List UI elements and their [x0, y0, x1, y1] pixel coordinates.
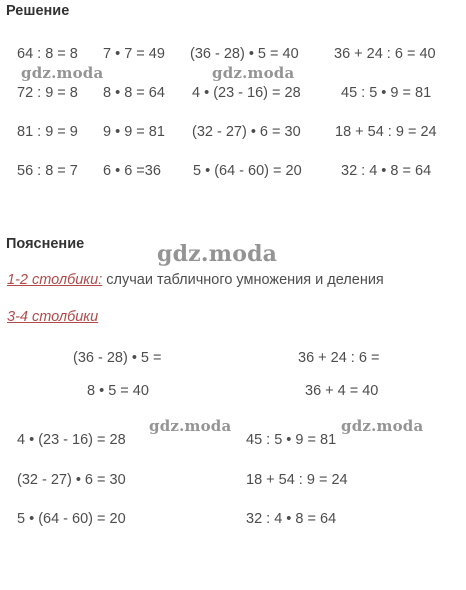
columns-3-4-label: 3-4 столбики: [7, 309, 99, 325]
watermark-logo: gdz.moda: [341, 417, 424, 435]
explanation-cell-r2-left: (32 - 27) • 6 = 30: [17, 472, 126, 488]
watermark-logo: gdz.moda: [157, 241, 278, 267]
step-left-1: (36 - 28) • 5 =: [73, 350, 162, 366]
solution-cell-r3-c3: (32 - 27) • 6 = 30: [192, 124, 301, 140]
solution-cell-r1-c1: 64 : 8 = 8: [17, 46, 78, 62]
explanation-cell-r3-right: 32 : 4 • 8 = 64: [246, 511, 337, 527]
solution-cell-r3-c1: 81 : 9 = 9: [17, 124, 78, 140]
explanation-cell-r2-right: 18 + 54 : 9 = 24: [246, 472, 348, 488]
solution-cell-r1-c3: (36 - 28) • 5 = 40: [190, 46, 299, 62]
solution-cell-r2-c4: 45 : 5 • 9 = 81: [341, 85, 432, 101]
solution-cell-r4-c1: 56 : 8 = 7: [17, 163, 78, 179]
step-right-2: 36 + 4 = 40: [305, 383, 379, 399]
explanation-cell-r1-left: 4 • (23 - 16) = 28: [17, 432, 126, 448]
explanation-columns-3-4: [7, 309, 98, 325]
explanation-columns-1-2: [7, 272, 384, 288]
solution-heading: Решение: [6, 3, 70, 19]
watermark-logo: gdz.moda: [21, 64, 104, 82]
solution-cell-r1-c2: 7 • 7 = 49: [103, 46, 165, 62]
explanation-heading: Пояснение: [6, 236, 85, 252]
explanation-cell-r3-left: 5 • (64 - 60) = 20: [17, 511, 126, 527]
solution-cell-r2-c2: 8 • 8 = 64: [103, 85, 165, 101]
columns-1-2-text: случаи табличного умножения и деления: [102, 272, 384, 288]
solution-cell-r4-c2: 6 • 6 =36: [103, 163, 161, 179]
solution-cell-r3-c2: 9 • 9 = 81: [103, 124, 165, 140]
solution-cell-r2-c3: 4 • (23 - 16) = 28: [192, 85, 301, 101]
solution-cell-r4-c4: 32 : 4 • 8 = 64: [341, 163, 432, 179]
solution-cell-r3-c4: 18 + 54 : 9 = 24: [335, 124, 437, 140]
step-left-2: 8 • 5 = 40: [87, 383, 149, 399]
columns-1-2-label: 1-2 столбики:: [7, 272, 103, 288]
solution-cell-r4-c3: 5 • (64 - 60) = 20: [193, 163, 302, 179]
watermark-logo: gdz.moda: [212, 64, 295, 82]
explanation-cell-r1-right: 45 : 5 • 9 = 81: [246, 432, 337, 448]
solution-cell-r2-c1: 72 : 9 = 8: [17, 85, 78, 101]
step-right-1: 36 + 24 : 6 =: [298, 350, 380, 366]
solution-cell-r1-c4: 36 + 24 : 6 = 40: [334, 46, 436, 62]
watermark-logo: gdz.moda: [149, 417, 232, 435]
